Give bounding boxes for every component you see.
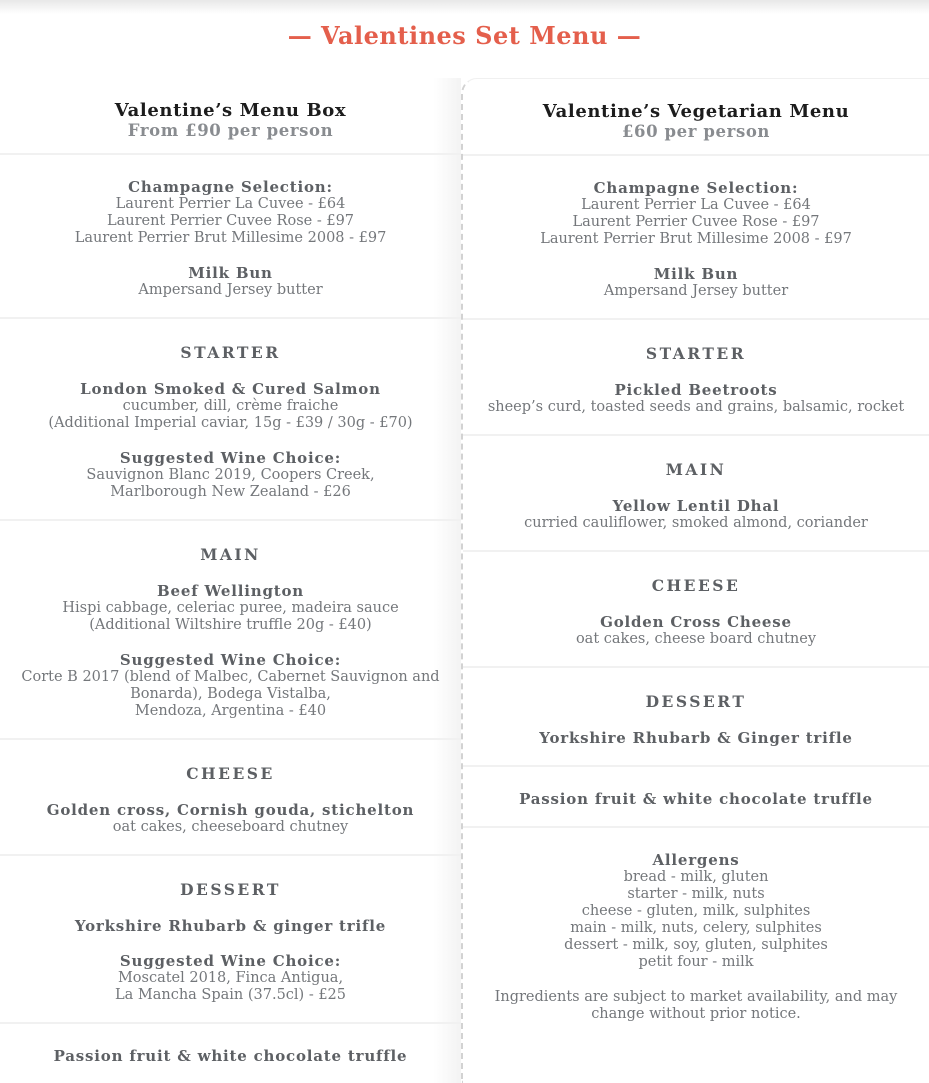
dish-name: Yorkshire Rhubarb & Ginger trifle [539, 729, 853, 747]
section-heading: MAIN [200, 545, 261, 564]
menu-line: cucumber, dill, crème fraiche [122, 398, 339, 414]
dish-name: London Smoked & Cured Salmon [80, 380, 381, 398]
section-heading: MAIN [665, 460, 727, 479]
menu-block [477, 614, 915, 648]
menu-line: Laurent Perrier Brut Millesime 2008 - £97 [74, 230, 387, 246]
menu-section-main [463, 436, 929, 550]
menu-section-champagne [463, 156, 929, 318]
menu-block [14, 880, 447, 900]
menu-line: Hispi cabbage, celeriac puree, madeira sauce [62, 600, 399, 616]
menu-line: oat cakes, cheese board chutney [575, 631, 817, 647]
menu-line: (Additional Wiltshire truffle 20g - £40) [89, 617, 372, 633]
dish-name: Suggested Wine Choice: [119, 651, 342, 669]
menu-section-main [0, 521, 461, 738]
menu-section-starter [0, 319, 461, 519]
section-heading: STARTER [180, 343, 281, 362]
menu-line: La Mancha Spain (37.5cl) - £25 [114, 987, 347, 1003]
column-price: £60 per person [621, 122, 771, 141]
menu-block [14, 1048, 447, 1065]
menu-line: main - milk, nuts, celery, sulphites [570, 920, 822, 936]
menu-block [477, 852, 915, 971]
section-heading: DESSERT [645, 692, 747, 711]
menu-block [477, 989, 915, 1023]
page-title: — Valentines Set Menu — [287, 21, 642, 50]
column-price: From £90 per person [127, 121, 334, 140]
dish-name: Champagne Selection: [593, 179, 799, 197]
menu-block [14, 545, 447, 565]
menu-column-vegetarian [461, 78, 929, 1083]
menu-line: petit four - milk [638, 954, 754, 970]
menu-section-champagne [0, 155, 461, 317]
menu-line: Laurent Perrier Cuvee Rose - £97 [106, 213, 355, 229]
dish-name: Milk Bun [188, 264, 273, 282]
dish-name: Golden Cross Cheese [600, 613, 792, 631]
menu-block [477, 692, 915, 712]
menu-section-allergens [463, 828, 929, 1041]
menu-section-petit-four [0, 1024, 461, 1083]
menu-line: oat cakes, cheeseboard chutney [112, 819, 349, 835]
menu-block [477, 730, 915, 747]
dish-name: Milk Bun [653, 265, 739, 283]
menu-line: Ampersand Jersey butter [138, 282, 323, 298]
menu-line: Corte B 2017 (blend of Malbec, Cabernet Sauvignon and [21, 669, 440, 685]
section-heading: DESSERT [180, 880, 281, 899]
menu-block [477, 460, 915, 480]
menu-block [477, 791, 915, 808]
menu-block [477, 266, 915, 300]
menu-block [14, 764, 447, 784]
menu-line: cheese - gluten, milk, sulphites [581, 903, 811, 919]
menu-block [477, 382, 915, 416]
menu-block [14, 652, 447, 720]
menu-line: Ingredients are subject to market availability, and may [494, 989, 898, 1005]
menu-line: Laurent Perrier La Cuvee - £64 [581, 197, 811, 213]
menu-block [477, 576, 915, 596]
menu-block [14, 343, 447, 363]
menu-block [14, 802, 447, 836]
menu-line: Mendoza, Argentina - £40 [134, 703, 327, 719]
dish-name: Suggested Wine Choice: [119, 952, 342, 970]
menu-line: dessert - milk, soy, gluten, sulphites [564, 937, 828, 953]
dish-name: Suggested Wine Choice: [119, 449, 342, 467]
menu-block [14, 265, 447, 299]
menu-line: change without prior notice. [591, 1006, 801, 1022]
menu-block [14, 450, 447, 501]
column-title: Valentine’s Menu Box [114, 100, 347, 121]
menu-line: sheep’s curd, toasted seeds and grains, balsamic, rocket [487, 399, 905, 415]
menu-section-cheese [463, 552, 929, 666]
column-header [463, 79, 929, 154]
menu-line: Laurent Perrier Cuvee Rose - £97 [572, 214, 820, 230]
menu-block [14, 381, 447, 432]
menu-line: curried cauliflower, smoked almond, coriander [524, 515, 868, 531]
menu-section-cheese [0, 740, 461, 854]
menu-block [477, 344, 915, 364]
section-heading: CHEESE [651, 576, 741, 595]
menu-line: Laurent Perrier Brut Millesime 2008 - £97 [540, 231, 852, 247]
menu-line: Ampersand Jersey butter [603, 283, 789, 299]
dish-name: Passion fruit & white chocolate truffle [519, 790, 873, 808]
menu-line: bread - milk, gluten [623, 869, 769, 885]
dish-name: Champagne Selection: [128, 178, 333, 196]
menu-block [14, 953, 447, 1004]
menu-line: Moscatel 2018, Finca Antigua, [117, 970, 344, 986]
section-heading: STARTER [645, 344, 747, 363]
menu-block [14, 179, 447, 247]
dish-name: Yorkshire Rhubarb & ginger trifle [74, 917, 387, 935]
dish-name: Golden cross, Cornish gouda, stichelton [46, 801, 415, 819]
menu-line: Marlborough New Zealand - £26 [110, 484, 351, 500]
dish-name: Passion fruit & white chocolate truffle [53, 1047, 408, 1065]
menu-section-petit-four [463, 767, 929, 826]
menu-line: Bonarda), Bodega Vistalba, [130, 686, 331, 702]
menu-line: starter - milk, nuts [627, 886, 765, 902]
dish-name: Pickled Beetroots [614, 381, 778, 399]
dish-name: Allergens [652, 851, 740, 869]
menu-columns [0, 78, 929, 1083]
dish-name: Beef Wellington [157, 582, 304, 600]
menu-block [477, 498, 915, 532]
menu-section-dessert [0, 856, 461, 1022]
menu-line: Laurent Perrier La Cuvee - £64 [115, 196, 346, 212]
dish-name: Yellow Lentil Dhal [612, 497, 780, 515]
menu-block [14, 918, 447, 935]
column-header [0, 78, 461, 153]
menu-line: (Additional Imperial caviar, 15g - £39 / 30g - £70) [48, 415, 413, 431]
menu-block [14, 583, 447, 634]
menu-line: Sauvignon Blanc 2019, Coopers Creek, [86, 467, 375, 483]
column-title: Valentine’s Vegetarian Menu [542, 101, 850, 122]
menu-section-starter [463, 320, 929, 434]
section-heading: CHEESE [186, 764, 275, 783]
menu-section-dessert [463, 668, 929, 765]
menu-block [477, 180, 915, 248]
menu-column-box [0, 78, 461, 1083]
